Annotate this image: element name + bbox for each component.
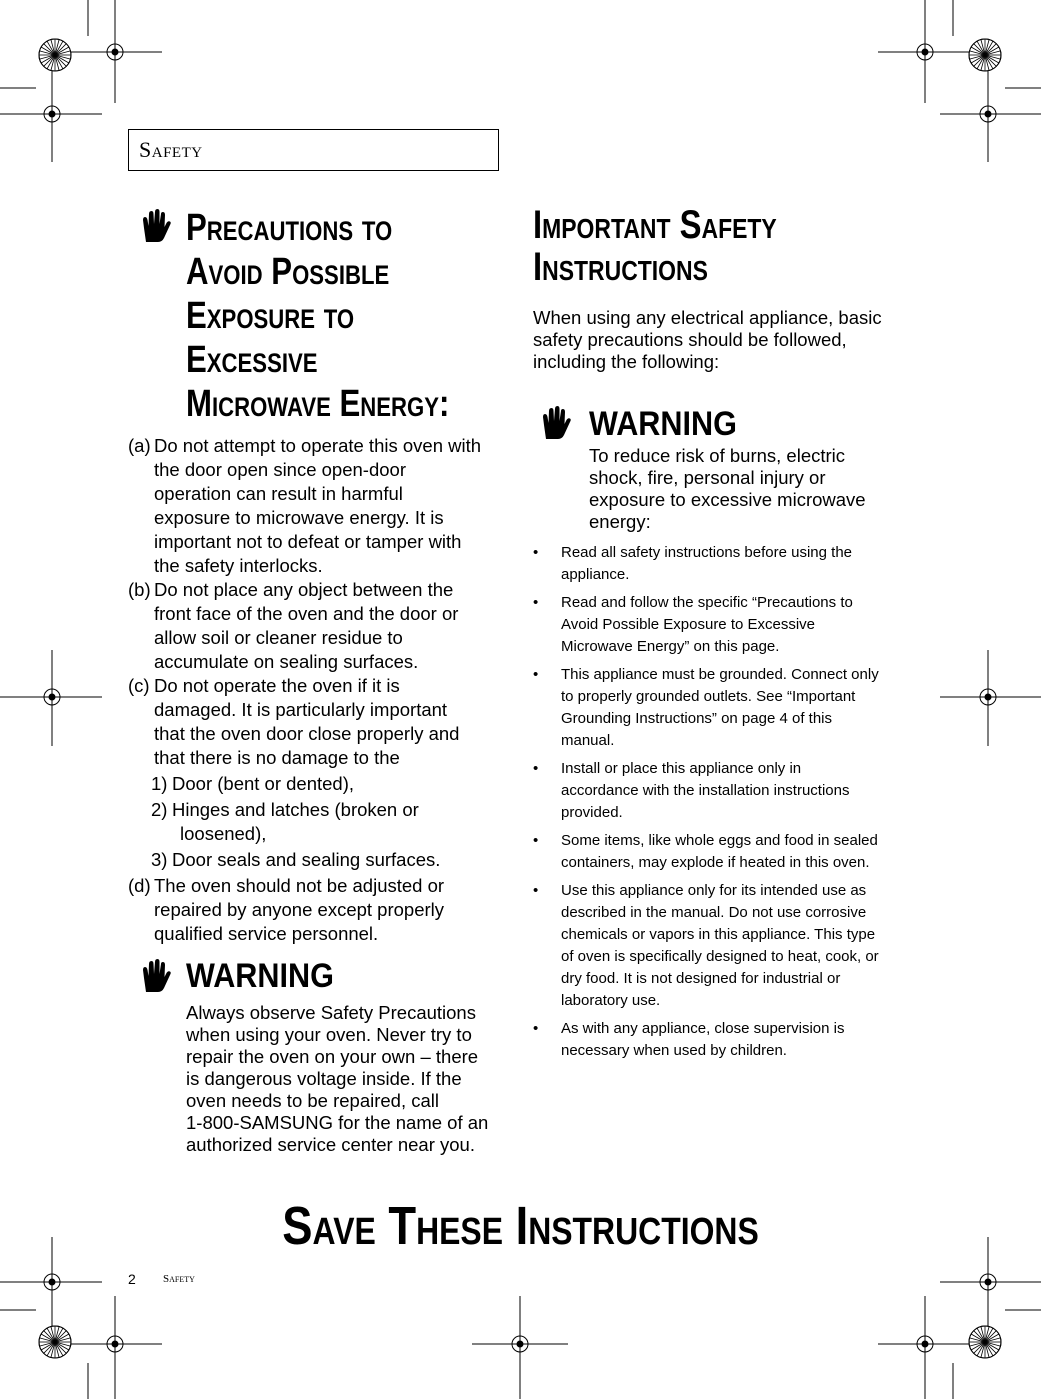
item-line: allow soil or cleaner residue to [154, 627, 403, 648]
bullet-line: appliance. [561, 566, 630, 583]
bullet-line: containers, may explode if heated in this oven. [561, 854, 870, 871]
item-label: (a) [128, 435, 151, 456]
right-warning-heading: WARNING [589, 405, 737, 443]
item-line: that the oven door close properly and [154, 723, 460, 744]
subitem-label: 2) [151, 799, 168, 820]
safety-bullet [533, 880, 933, 1012]
bullet-line: dry food. It is not designed for industrial or [561, 970, 841, 987]
precaution-item-b [128, 578, 508, 674]
bullet-line: Use this appliance only for its intended use as [561, 882, 867, 899]
hand-warning-icon [140, 208, 172, 244]
safety-bullet [533, 758, 933, 824]
item-line: that there is no damage to the [154, 747, 400, 768]
bullet-line: of oven is specifically designed to heat, cook, or [561, 948, 879, 965]
save-instructions-banner: Save These Instructions [282, 1196, 759, 1256]
item-label: (c) [128, 675, 150, 696]
bullet-line: manual. [561, 732, 615, 749]
precautions-list [128, 434, 508, 946]
bullet-line: This appliance must be grounded. Connect only [561, 666, 879, 683]
damage-subitem-3 [128, 848, 508, 872]
warning-line: To reduce risk of burns, electric [589, 445, 846, 466]
bullet-dot: • [533, 832, 539, 849]
bullet-line: described in the manual. Do not use corrosive [561, 904, 867, 921]
left-warning-heading: WARNING [186, 957, 334, 995]
item-line: damaged. It is particularly important [154, 699, 448, 720]
item-line: Do not attempt to operate this oven with [154, 435, 482, 456]
item-line: exposure to microwave energy. It is [154, 507, 444, 528]
item-line: front face of the oven and the door or [154, 603, 459, 624]
precaution-item-a [128, 434, 508, 578]
safety-bullet-list [533, 542, 933, 1068]
bullet-line: to properly grounded outlets. See “Important [561, 688, 856, 705]
damage-subitem-1 [128, 772, 508, 796]
hand-warning-icon [140, 958, 172, 994]
safety-bullet [533, 830, 933, 874]
warning-line: exposure to excessive microwave [589, 489, 866, 510]
item-label: (b) [128, 579, 151, 600]
intro-line: When using any electrical appliance, basic [533, 307, 882, 328]
item-line: accumulate on sealing surfaces. [154, 651, 419, 672]
bullet-line: Read and follow the specific “Precautions to [561, 594, 853, 611]
bullet-line: accordance with the installation instructions [561, 782, 850, 799]
subitem-line: Door (bent or dented), [172, 773, 355, 794]
damage-subitem-2 [128, 798, 508, 846]
bullet-line: chemicals or vapors in this appliance. This type [561, 926, 876, 943]
item-label: (d) [128, 875, 151, 896]
item-line: the safety interlocks. [154, 555, 323, 576]
item-line: The oven should not be adjusted or [154, 875, 445, 896]
section-header [128, 129, 499, 171]
subitem-label: 1) [151, 773, 168, 794]
precautions-title-line: Excessive [186, 339, 318, 381]
subitem-line: Hinges and latches (broken or [172, 799, 419, 820]
item-line: Do not operate the oven if it is [154, 675, 400, 696]
safety-bullet [533, 592, 933, 658]
subitem-label: 3) [151, 849, 168, 870]
bullet-dot: • [533, 544, 539, 561]
item-line: repaired by anyone except properly [154, 899, 445, 920]
bullet-line: Microwave Energy” on this page. [561, 638, 780, 655]
title-line: Instructions [533, 245, 708, 289]
safety-bullet [533, 664, 933, 752]
bullet-line: Read all safety instructions before using the [561, 544, 852, 561]
warning-line: when using your oven. Never try to [186, 1024, 472, 1045]
subitem-line: loosened), [180, 823, 267, 844]
item-line: Do not place any object between the [154, 579, 454, 600]
precautions-title-line: Avoid Possible [186, 251, 390, 293]
warning-line: 1-800-SAMSUNG for the name of an [186, 1112, 489, 1133]
warning-line: oven needs to be repaired, call [186, 1090, 440, 1111]
bullet-line: Avoid Possible Exposure to Excessive [561, 616, 816, 633]
item-line: operation can result in harmful [154, 483, 403, 504]
warning-line: shock, fire, personal injury or [589, 467, 826, 488]
bullet-line: Grounding Instructions” on page 4 of this [561, 710, 832, 727]
important-safety-title [533, 204, 777, 288]
hand-warning-icon [540, 405, 572, 441]
section-header-label: Safety [139, 137, 203, 162]
bullet-dot: • [533, 1020, 539, 1037]
bullet-line: Install or place this appliance only in [561, 760, 802, 777]
intro-line: safety precautions should be followed, [533, 329, 847, 350]
left-warning-text [186, 1002, 516, 1156]
subitem-line: Door seals and sealing surfaces. [172, 849, 441, 870]
bullet-line: provided. [561, 804, 623, 821]
precautions-title [186, 206, 449, 426]
precautions-title-line: Exposure to [186, 295, 355, 337]
footer-section-label: Safety [163, 1273, 195, 1285]
precaution-item-d [128, 874, 508, 946]
warning-line: Always observe Safety Precautions [186, 1002, 476, 1023]
bullet-dot: • [533, 666, 539, 683]
item-line: important not to defeat or tamper with [154, 531, 462, 552]
bullet-line: As with any appliance, close supervision is [561, 1020, 845, 1037]
page-number: 2 [128, 1271, 136, 1287]
warning-line: authorized service center near you. [186, 1134, 475, 1155]
warning-line: is dangerous voltage inside. If the [186, 1068, 462, 1089]
item-line: the door open since open-door [154, 459, 406, 480]
warning-line: repair the oven on your own – there [186, 1046, 479, 1067]
precautions-title-line: Precautions to [186, 207, 393, 249]
precautions-title-line: Microwave Energy: [186, 383, 450, 425]
intro-line: including the following: [533, 351, 720, 372]
bullet-line: Some items, like whole eggs and food in sealed [561, 832, 878, 849]
right-warning-text [589, 445, 929, 533]
bullet-line: necessary when used by children. [561, 1042, 787, 1059]
safety-bullet [533, 1018, 933, 1062]
bullet-line: laboratory use. [561, 992, 661, 1009]
precaution-item-c [128, 674, 508, 770]
title-line: Important Safety [533, 203, 777, 247]
intro-text [533, 307, 933, 373]
safety-bullet [533, 542, 933, 586]
bullet-dot: • [533, 760, 539, 777]
bullet-dot: • [533, 882, 539, 899]
bullet-dot: • [533, 594, 539, 611]
item-line: qualified service personnel. [154, 923, 379, 944]
warning-line: energy: [589, 511, 651, 532]
